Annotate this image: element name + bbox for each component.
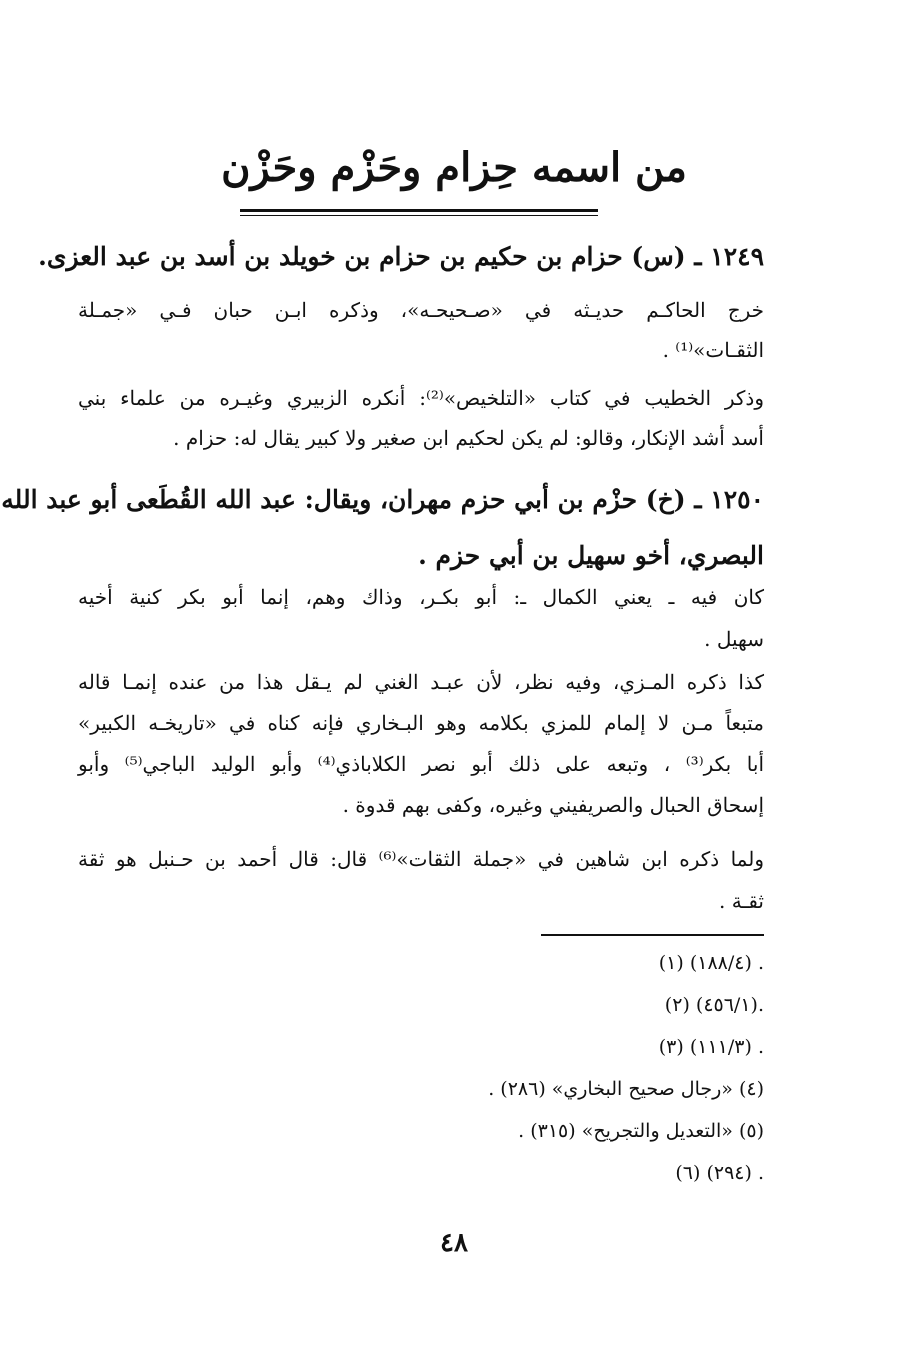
text-line: متبعاً مـن لا إلمام للمزي بكلامه وهو البـخاري فإنه كناه في «تاريخـه الكبير» — [78, 711, 764, 735]
heading-line: ١٢٥٠ ـ (خ) حزْم بن أبي حزم مهران، ويقال: عبد الله القُطَعى أبو عبد الله — [1, 485, 764, 514]
text-line: أسد أشد الإنكار، وقالو: لم يكن لحكيم ابن صغير ولا كبير يقال له: حزام . — [173, 426, 764, 450]
footnote-6: (٦) (٢٩٤) . — [675, 1162, 764, 1184]
text-line: أبا بكر⁽³⁾ ، وتبعه على ذلك أبو نصر الكلاباذي⁽⁴⁾ وأبو الوليد الباجي⁽⁵⁾ وأبو — [78, 752, 765, 776]
text-line: كان فيه ـ يعني الكمال ـ: أبو بكـر، وذاك وهم، إنما أبو بكر كنية أخيه — [78, 585, 764, 609]
footnote-1: (١) (١٨٨/٤) . — [658, 952, 764, 974]
entry-1250-heading — [1, 472, 764, 584]
text-line: ثقـة . — [719, 889, 764, 913]
entry-1250-paragraph-2 — [78, 662, 764, 826]
text-line: إسحاق الحبال والصريفيني وغيره، وكفى بهم قدوة . — [342, 793, 764, 817]
text-line: ولما ذكره ابن شاهين في «جملة الثقات»⁽⁶⁾ قال: قال أحمد بن حـنبل هو ثقة — [78, 847, 764, 871]
footnote-2: (٢) (٤٥٦/١). — [664, 994, 764, 1016]
text-line: وذكر الخطيب في كتاب «التلخيص»⁽²⁾: أنكره الزبيري وغيـره من علماء بني — [78, 386, 764, 410]
footnote-3: (٣) (١١١/٣) . — [658, 1036, 764, 1058]
page-number: ٤٨ — [440, 1228, 468, 1258]
footnote-4: (٤) «رجال صحيح البخاري» (٢٨٦) . — [488, 1078, 764, 1100]
footnote-separator — [541, 934, 764, 936]
text-line: خرج الحاكـم حديـثه في «صـحيحـه»، وذكره ابـن حبان فـي «جمـلة — [78, 298, 764, 322]
entry-1250-paragraph-3 — [78, 838, 764, 922]
heading-line: البصري، أخو سهيل بن أبي حزم . — [418, 541, 764, 570]
entry-1249-heading — [38, 242, 764, 271]
footnote-5: (٥) «التعديل والتجريح» (٣١٥) . — [518, 1120, 764, 1142]
heading-line: ١٢٤٩ ـ (س) حزام بن حكيم بن حزام بن خويلد بن أسد بن عبد العزى. — [38, 242, 764, 271]
title-underline — [240, 209, 598, 216]
text-line: الثقـات»⁽¹⁾ . — [662, 338, 764, 362]
text-line: كذا ذكره المـزي، وفيه نظر، لأن عبـد الغني لم يـقل هذا من عنده إنمـا قاله — [78, 670, 764, 694]
text-line: سهيل . — [704, 627, 764, 651]
page-title: من اسمه حِزام وحَزْم وحَزْن — [221, 144, 687, 191]
entry-1249-paragraph-1 — [78, 290, 764, 370]
entry-1249-paragraph-2 — [78, 378, 764, 458]
entry-1250-paragraph-1 — [78, 576, 764, 660]
